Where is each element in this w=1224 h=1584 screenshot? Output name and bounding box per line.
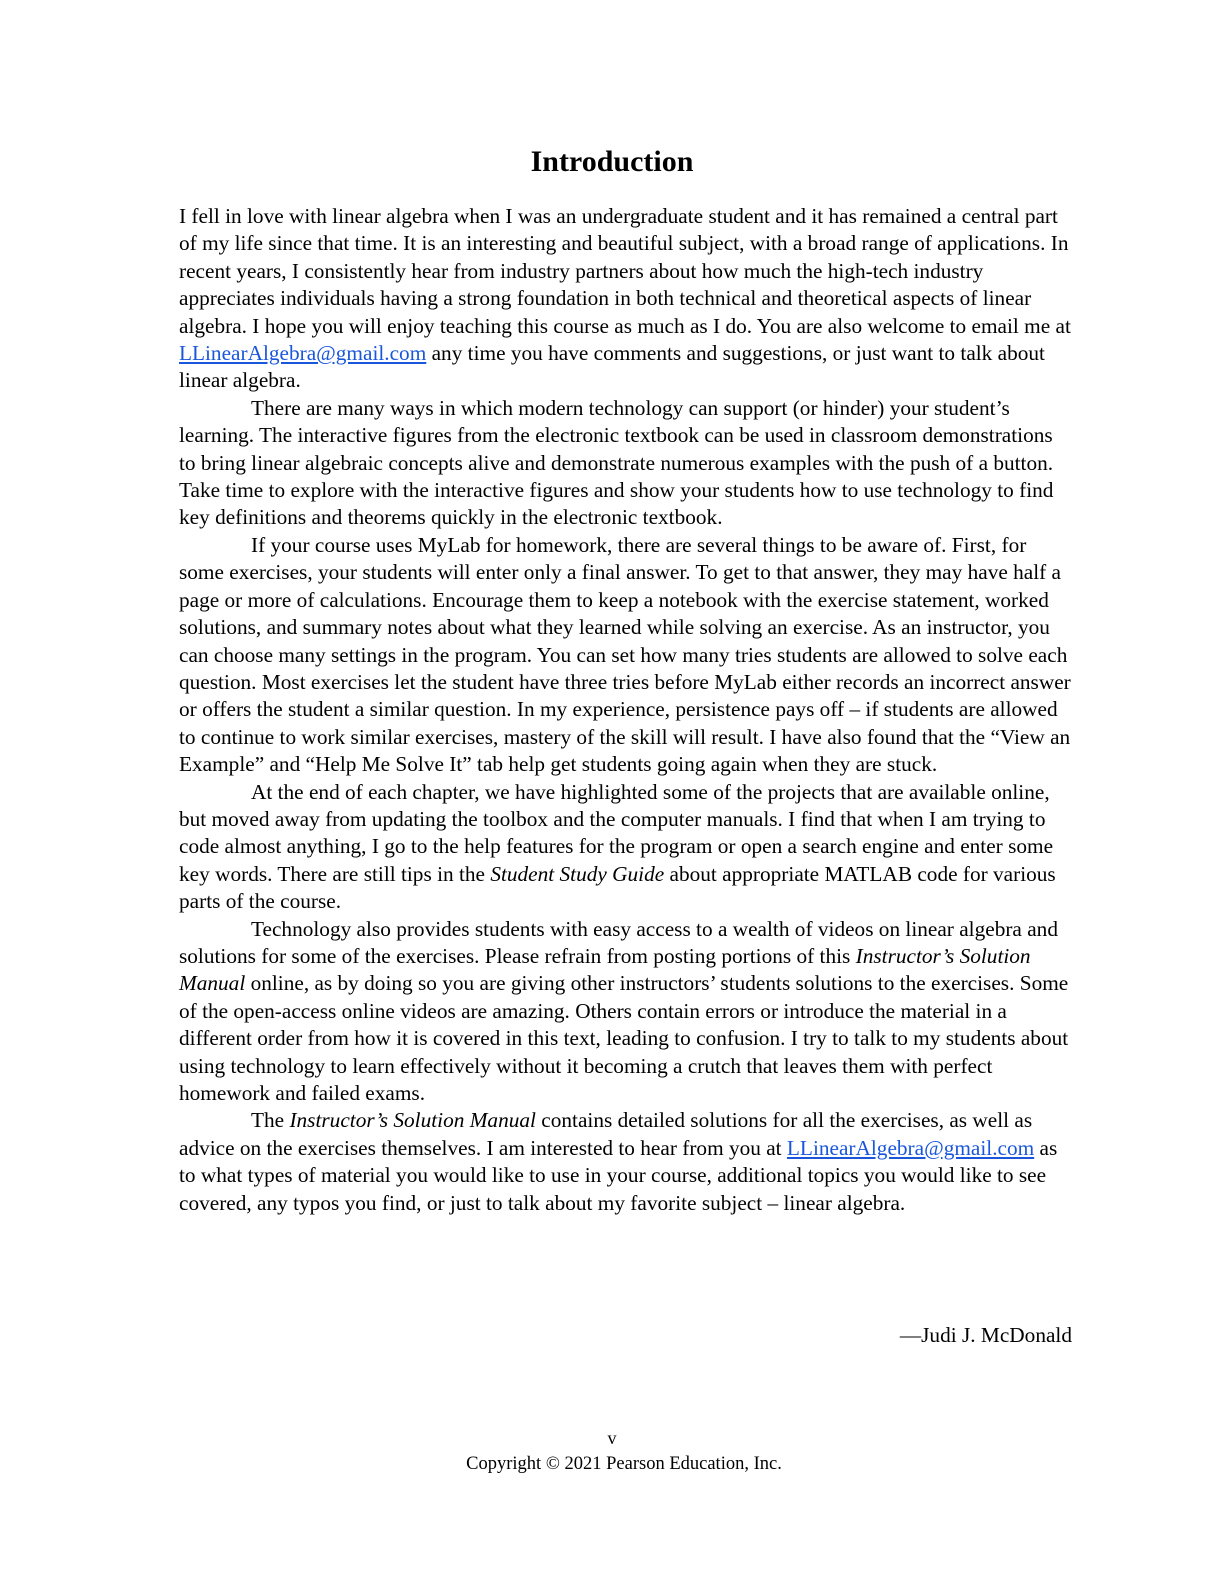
- page-number: v: [607, 1428, 617, 1448]
- copyright-notice: Copyright © 2021 Pearson Education, Inc.: [466, 1454, 782, 1474]
- author-signature: —Judi J. McDonald: [899, 1323, 1072, 1347]
- body-text: [179, 203, 1072, 1217]
- paragraph-1-text-a: I fell in love with linear algebra when I was an undergraduate student and it has remained a central part of my life since that time. It is an interesting and beautiful subject, with a broad range of applications. In recent years, I consistently hear from industry partners about how much the high-tech industry appreciates individuals having a strong foundation in both technical and theoretical aspects of linear algebra. I hope you will enjoy teaching this course as much as I do. You are also welcome to email me at: [179, 204, 1071, 338]
- paragraph-2-text: There are many ways in which modern technology can support (or hinder) your student’s learning. The interactive figures from the electronic textbook can be used in classroom demonstrations to bring linear algebraic concepts alive and demonstrate numerous examples with the push of a button. Take time to explore with the interactive figures and show your students how to use technology to find key definitions and theorems quickly in the electronic textbook.: [179, 395, 1054, 530]
- paragraph-6: [179, 1107, 1072, 1217]
- email-link[interactable]: LLinearAlgebra@gmail.com: [179, 341, 427, 366]
- solution-manual-title: Instructor’s Solution Manual: [289, 1108, 536, 1133]
- paragraph-4-text-a: At the end of each chapter, we have highlighted some of the projects that are available online, but moved away from updating the toolbox and the computer manuals. I find that when I am trying to code almost anything, I go to the help features for the program or open a search engine and enter some key words. There are still tips in the: [179, 779, 1054, 886]
- paragraph-2: [179, 395, 1072, 532]
- paragraph-5: [179, 916, 1072, 1108]
- paragraph-4: [179, 779, 1072, 916]
- paragraph-1: [179, 203, 1072, 395]
- paragraph-5-text-b: online, as by doing so you are giving other instructors’ students solutions to the exercises. Some of the open-access online videos are amazing. Others contain errors or introduce the material in a different order from how it is covered in this text, leading to confusion. I try to talk to my students about using technology to learn effectively without it becoming a crutch that leaves them with perfect homework and failed exams.: [179, 971, 1069, 1105]
- paragraph-6-text-b: contains detailed solutions for all the exercises, as well as advice on the exercises themselves. I am interested to hear from you at: [179, 1108, 1033, 1160]
- paragraph-3: [179, 532, 1072, 779]
- paragraph-5-text-a: Technology also provides students with easy access to a wealth of videos on linear algebra and solutions for some of the exercises. Please refrain from posting portions of this: [179, 916, 1058, 968]
- paragraph-1-text-b: any time you have comments and suggestions, or just want to talk about linear algebra.: [179, 341, 1045, 393]
- study-guide-title: Student Study Guide: [490, 861, 665, 886]
- paragraph-6-text-c: as to what types of material you would like to use in your course, additional topics you would like to see covered, any typos you find, or just to talk about my favorite subject – linear algebra.: [179, 1135, 1058, 1215]
- paragraph-4-text-b: about appropriate MATLAB code for various parts of the course.: [179, 861, 1056, 914]
- paragraph-6-text-a: The: [251, 1108, 290, 1133]
- paragraph-3-text: If your course uses MyLab for homework, there are several things to be aware of. First, for some exercises, your students will enter only a final answer. To get to that answer, they may have half a page or more of calculations. Encourage them to keep a notebook with the exercise statement, worked solutions, and summary notes about what they learned while solving an exercise. As an instructor, you can choose many settings in the program. You can set how many tries students are allowed to solve each question. Most exercises let the student have three tries before MyLab either records an incorrect answer or offers the student a similar question. In my experience, persistence pays off – if students are allowed to continue to work similar exercises, mastery of the skill will result. I have also found that the “View an Example” and “Help Me Solve It” tab help get students going again when they are stuck.: [179, 532, 1071, 777]
- page-title: Introduction: [530, 145, 694, 178]
- solution-manual-title: Instructor’s Solution Manual: [179, 943, 1031, 996]
- email-link[interactable]: LLinearAlgebra@gmail.com: [786, 1135, 1035, 1160]
